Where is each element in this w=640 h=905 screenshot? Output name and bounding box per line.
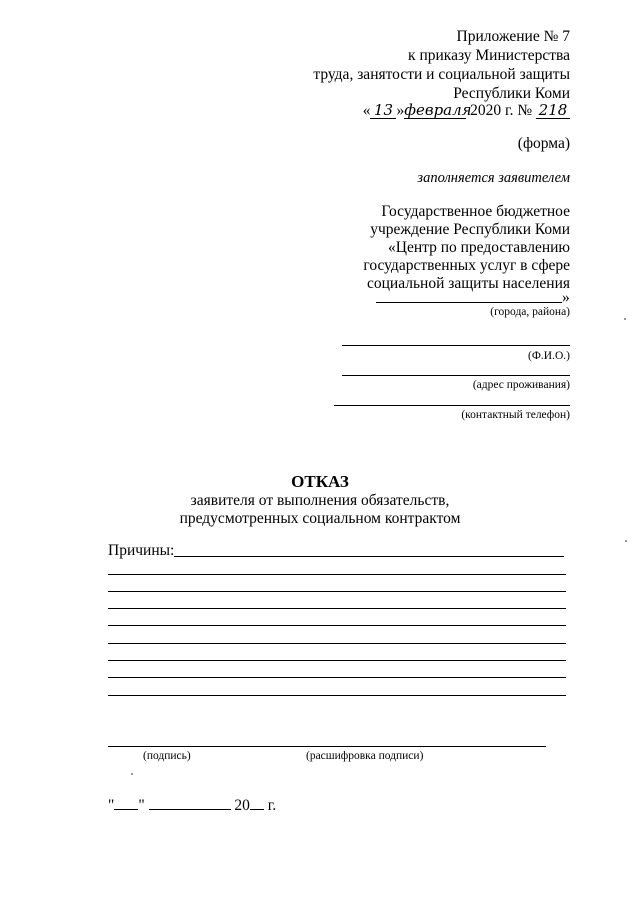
phone-hint: (контактный телефон) xyxy=(461,409,570,421)
fio-hint: (Ф.И.О.) xyxy=(528,350,570,362)
date-open-quote: « xyxy=(362,102,371,119)
recipient-line-2: учреждение Республики Коми xyxy=(370,221,570,238)
recipient-line-3: «Центр по предоставлению xyxy=(388,239,570,256)
date-month-handwritten: февраля xyxy=(404,101,472,119)
order-line-1: к приказу Министерства xyxy=(408,47,570,64)
fio-blank-line xyxy=(342,345,570,346)
address-blank-line xyxy=(342,375,570,376)
title-subline-1: заявителя от выполнения обязательств, xyxy=(190,492,450,509)
scan-speck xyxy=(624,318,626,320)
footer-quote-close: " xyxy=(138,797,145,814)
order-line-2: труда, занятости и социальной защиты xyxy=(313,66,570,83)
recipient-line-5: социальной защиты населения xyxy=(366,275,570,292)
reasons-line-7 xyxy=(108,677,566,678)
reasons-line-4 xyxy=(108,625,566,626)
document-title: ОТКАЗ xyxy=(291,472,349,491)
city-hint: (города, района) xyxy=(490,306,570,318)
footer-date xyxy=(108,795,276,815)
order-number-handwritten: 218 xyxy=(536,103,570,119)
city-blank-line xyxy=(376,302,562,303)
order-date-line xyxy=(363,102,570,120)
filled-by-note: заполняется заявителем xyxy=(417,170,570,186)
phone-blank-line xyxy=(334,405,570,406)
reasons-line-2 xyxy=(108,591,566,592)
reasons-line-3 xyxy=(108,608,566,609)
signature-decode-hint: (расшифровка подписи) xyxy=(306,750,424,762)
reasons-line-6 xyxy=(108,660,566,661)
footer-month-blank xyxy=(149,795,231,810)
date-mid-quote: » xyxy=(396,102,405,119)
reasons-line-0 xyxy=(174,556,564,557)
title-subline-2: предусмотренных социальном контрактом xyxy=(179,510,461,527)
reasons-line-8 xyxy=(108,695,566,696)
reasons-line-1 xyxy=(108,574,566,575)
order-line-3: Республики Коми xyxy=(453,85,570,102)
reasons-label: Причины: xyxy=(108,542,175,559)
appendix-number: Приложение № 7 xyxy=(456,28,570,45)
address-hint: (адрес проживания) xyxy=(472,379,570,391)
footer-year-suffix: г. xyxy=(267,797,277,814)
recipient-line-1: Государственное бюджетное xyxy=(381,203,570,220)
recipient-line-4: государственных услуг в сфере xyxy=(363,257,570,274)
signature-line xyxy=(108,746,546,747)
footer-quote-open: " xyxy=(108,797,115,814)
footer-year-blank xyxy=(250,795,264,810)
footer-year-prefix: 20 xyxy=(234,797,250,814)
scan-speck xyxy=(625,540,627,542)
signature-hint: (подпись) xyxy=(143,750,191,762)
reasons-line-5 xyxy=(108,643,566,644)
date-day-handwritten: 13 xyxy=(370,103,396,119)
form-label: (форма) xyxy=(517,135,570,152)
recipient-close-quote: » xyxy=(562,289,570,306)
date-year: 2020 г. № xyxy=(470,102,533,119)
footer-day-blank xyxy=(114,795,138,810)
scan-speck xyxy=(131,773,133,775)
